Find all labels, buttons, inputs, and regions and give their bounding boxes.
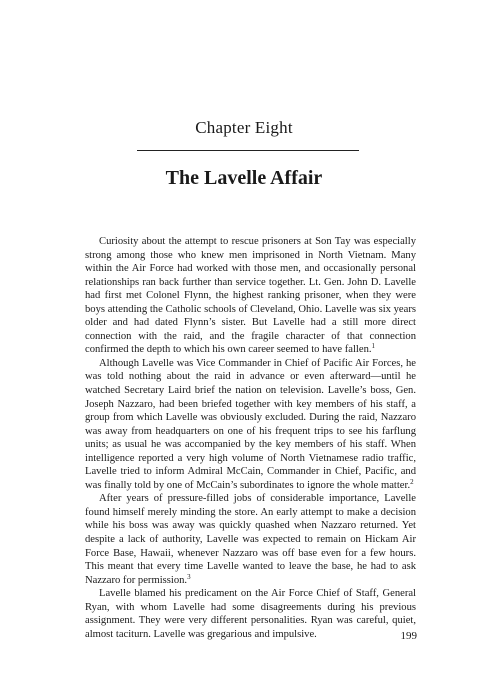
paragraph [85,235,416,357]
chapter-number: Chapter Eight [195,118,293,137]
paragraph [85,492,416,587]
paragraph-text: Lavelle blamed his predicament on the Air Force Chief of Staff, General Ryan, with whom Lavelle had some disagreements during his previous assignment. They were very different personalities. Ryan was careful, quiet, almost taciturn. Lavelle was gregarious and impulsive. [85,588,416,640]
chapter-divider-rule [137,150,359,151]
paragraph-text: Although Lavelle was Vice Commander in Chief of Pacific Air Forces, he was told nothing about the raid in advance or even afterward—until he watched Secretary Laird brief the nation on television. Lavelle’s boss, Gen. Joseph Nazzaro, had been briefed together with key members of his staff, a group from which Lavelle was obviously excluded. During the raid, Nazzaro was away from headquarters on one of his frequent trips to see his farflung units; as usual he was accompanied by the key members of his staff. When intelligence reported a very high volume of North Vietnamese radio traffic, Lavelle tried to inform Admiral McCain, Commander in Chief, Pacific, and was finally told by one of McCain’s subordinates to ignore the whole matter. [85,357,416,491]
chapter-title: The Lavelle Affair [165,167,323,189]
footnote-marker: 2 [410,477,414,486]
footnote-marker: 1 [371,342,376,351]
footnote-marker: 3 [187,572,191,581]
paragraph [85,357,416,492]
paragraph-text: Curiosity about the attempt to rescue prisoners at Son Tay was especially strong among those who knew men imprisoned in North Vietnam. Many within the Air Force had worked with those men, and occasionally personal relationships ran back further than service together. Lt. Gen. John D. Lavelle had first met Colonel Flynn, the highest ranking prisoner, when they were boys attending the Catholic schools of Cleveland, Ohio. Lavelle was six years older and had dated Flynn’s sister. But Lavelle had a still more direct connection with the raid, and the fragile character of that connection confirmed the depth to which his own career seemed to have fallen. [85,236,416,356]
paragraph-text: After years of pressure-filled jobs of considerable importance, Lavelle found himself merely minding the store. An early attempt to make a decision while his boss was away was quickly quashed when Nazzaro returned. Yet despite a lack of authority, Lavelle was expected to remain on Hickam Air Force Base, Hawaii, whenever Nazzaro was off base even for a few hours. This meant that every time Lavelle wanted to leave the base, he had to ask Nazzaro for permission. [85,493,416,586]
body-text [85,235,416,641]
page-number: 199 [400,630,417,642]
paragraph [85,587,416,641]
